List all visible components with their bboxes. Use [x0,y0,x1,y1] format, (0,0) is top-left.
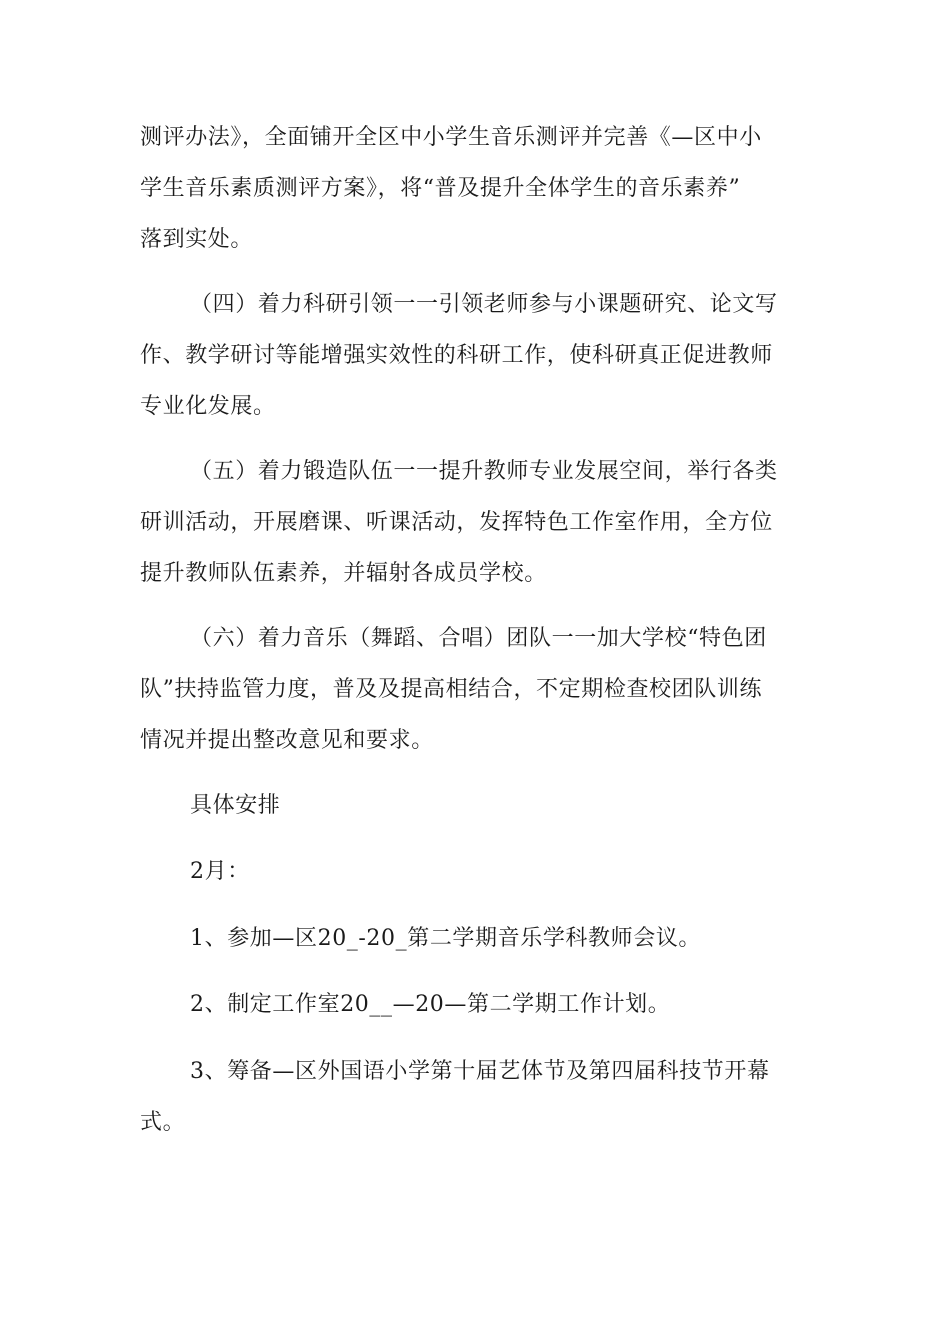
schedule-item-1: 1、参加—区20_-20_第二学期音乐学科教师会议。 [190,926,702,951]
paragraph-1-line-3: 落到实处。 [140,227,254,252]
paragraph-3-line-2: 研训活动，开展磨课、听课活动，发挥特色工作室作用，全方位 [140,510,773,535]
paragraph-2-line-1: （四）着力科研引领一一引领老师参与小课题研究、论文写 [190,292,778,317]
paragraph-2-line-2: 作、教学研讨等能增强实效性的科研工作，使科研真正促进教师 [140,343,773,368]
paragraph-4-line-1: （六）着力音乐（舞蹈、合唱）团队一一加大学校“特色团 [190,626,767,651]
paragraph-4-line-2: 队”扶持监管力度，普及及提高相结合，不定期检查校团队训练 [140,677,763,702]
paragraph-4-line-3: 情况并提出整改意见和要求。 [140,728,434,753]
paragraph-1-line-1: 测评办法》，全面铺开全区中小学生音乐测评并完善《—区中小 [140,125,762,150]
schedule-item-3-line-2: 式。 [140,1110,186,1135]
section-heading-schedule: 具体安排 [190,793,281,818]
month-label: 2月： [190,859,250,884]
paragraph-2-line-3: 专业化发展。 [140,394,276,419]
paragraph-3-line-1: （五）着力锻造队伍一一提升教师专业发展空间，举行各类 [190,459,778,484]
paragraph-1-line-2: 学生音乐素质测评方案》，将“普及提升全体学生的音乐素养” [140,176,741,201]
paragraph-3-line-3: 提升教师队伍素养，并辐射各成员学校。 [140,561,547,586]
schedule-item-2: 2、制定工作室20__—20—第二学期工作计划。 [190,992,671,1017]
schedule-item-3-line-1: 3、筹备—区外国语小学第十届艺体节及第四届科技节开幕 [190,1059,770,1084]
